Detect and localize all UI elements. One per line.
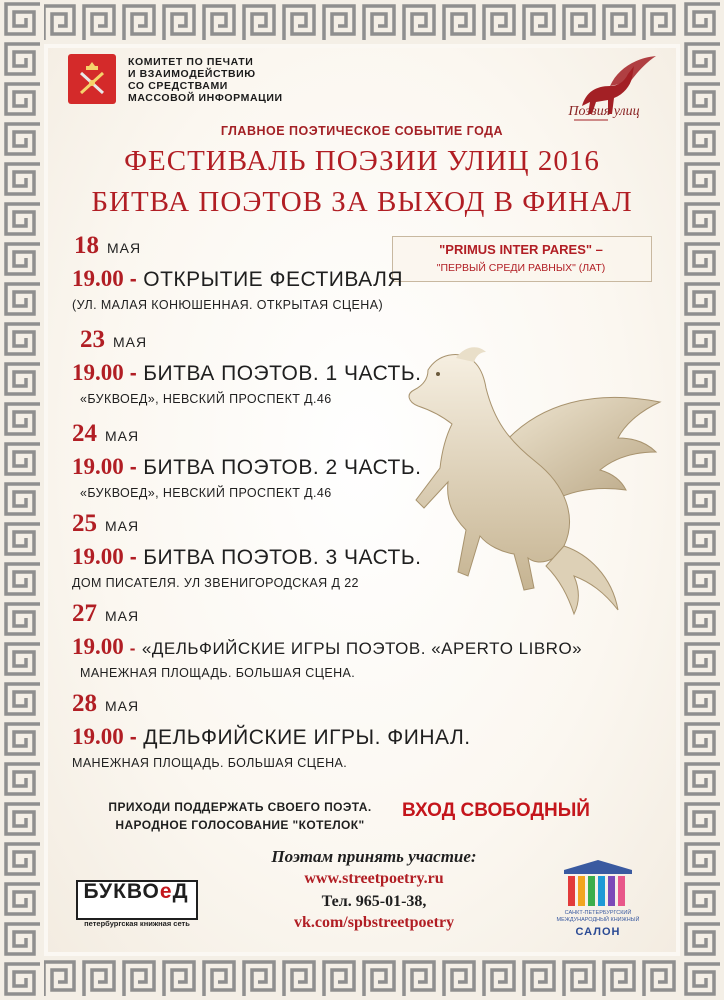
free-entry: ВХОД СВОБОДНЫЙ bbox=[402, 800, 590, 821]
event-subtitle: ГЛАВНОЕ ПОЭТИЧЕСКОЕ СОБЫТИЕ ГОДА bbox=[220, 124, 504, 138]
location-delphic-games: МАНЕЖНАЯ ПЛОЩАДЬ. БОЛЬШАЯ СЦЕНА. bbox=[80, 666, 356, 680]
meander-border-bottom bbox=[0, 956, 724, 1000]
location-battle-3: ДОМ ПИСАТЕЛЯ. УЛ ЗВЕНИГОРОДСКАЯ Д 22 bbox=[72, 576, 359, 590]
event-opening: 19.00 - ОТКРЫТИЕ ФЕСТИВАЛЯ bbox=[72, 266, 404, 291]
battle-title: БИТВА ПОЭТОВ ЗА ВЫХОД В ФИНАЛ bbox=[91, 186, 633, 218]
date-28: 28 МАЯ bbox=[72, 690, 140, 717]
date-25: 25 МАЯ bbox=[72, 510, 140, 537]
book-salon-name: САЛОН bbox=[575, 926, 621, 938]
location-battle-1: «БУКВОЕД», НЕВСКИЙ ПРОСПЕКТ Д.46 bbox=[80, 392, 332, 406]
phone-number: Тел. 965-01-38, bbox=[321, 893, 427, 910]
pegasus-illustration bbox=[368, 340, 668, 620]
logo-caption: Поэзия улиц bbox=[568, 104, 640, 119]
date-18: 18 МАЯ bbox=[74, 232, 142, 259]
vk-link[interactable]: vk.com/spbstreetpoetry bbox=[293, 914, 455, 931]
event-battle-1: 19.00 - БИТВА ПОЭТОВ. 1 ЧАСТЬ. bbox=[72, 360, 422, 385]
festival-title: ФЕСТИВАЛЬ ПОЭЗИИ УЛИЦ 2016 bbox=[124, 145, 600, 177]
event-final: 19.00 - ДЕЛЬФИЙСКИЕ ИГРЫ. ФИНАЛ. bbox=[72, 724, 471, 749]
bukvoed-logo-word: БУКВОеД bbox=[83, 880, 189, 903]
date-27: 27 МАЯ bbox=[72, 600, 140, 627]
meander-border-right bbox=[680, 0, 724, 1000]
event-delphic-games: 19.00 - «ДЕЛЬФИЙСКИЕ ИГРЫ ПОЭТОВ. «APERTO LIBRO» bbox=[72, 634, 583, 659]
primus-latin: "PRIMUS INTER PARES" – bbox=[439, 242, 603, 257]
location-opening: (УЛ. МАЛАЯ КОНЮШЕННАЯ. ОТКРЫТАЯ СЦЕНА) bbox=[72, 298, 384, 312]
coat-of-arms-icon bbox=[68, 54, 116, 104]
website-link[interactable]: www.streetpoetry.ru bbox=[304, 870, 444, 887]
event-battle-3: 19.00 - БИТВА ПОЭТОВ. 3 ЧАСТЬ. bbox=[72, 544, 422, 569]
support-line-1: ПРИХОДИ ПОДДЕРЖАТЬ СВОЕГО ПОЭТА. bbox=[108, 800, 372, 814]
event-battle-2: 19.00 - БИТВА ПОЭТОВ. 2 ЧАСТЬ. bbox=[72, 454, 422, 479]
committee-name: КОМИТЕТ ПО ПЕЧАТИ И ВЗАИМОДЕЙСТВИЮ СО СРЕДСТВАМИ МАССОВОЙ ИНФОРМАЦИИ bbox=[128, 56, 283, 104]
meander-border-left bbox=[0, 0, 44, 1000]
bukvoed-logo-subtitle: петербургская книжная сеть bbox=[84, 919, 190, 928]
book-salon-caption: САНКТ-ПЕТЕРБУРГСКИЙ МЕЖДУНАРОДНЫЙ КНИЖНЫЙ bbox=[556, 910, 640, 923]
location-battle-2: «БУКВОЕД», НЕВСКИЙ ПРОСПЕКТ Д.46 bbox=[80, 486, 332, 500]
location-final: МАНЕЖНАЯ ПЛОЩАДЬ. БОЛЬШАЯ СЦЕНА. bbox=[72, 756, 348, 770]
support-line-2: НАРОДНОЕ ГОЛОСОВАНИЕ "КОТЕЛОК" bbox=[115, 818, 365, 832]
date-23: 23 МАЯ bbox=[80, 326, 148, 353]
meander-border-top bbox=[0, 0, 724, 44]
participation-invite: Поэтам принять участие: bbox=[271, 847, 477, 866]
date-24: 24 МАЯ bbox=[72, 420, 140, 447]
primus-russian: "ПЕРВЫЙ СРЕДИ РАВНЫХ" (ЛАТ) bbox=[436, 262, 606, 274]
